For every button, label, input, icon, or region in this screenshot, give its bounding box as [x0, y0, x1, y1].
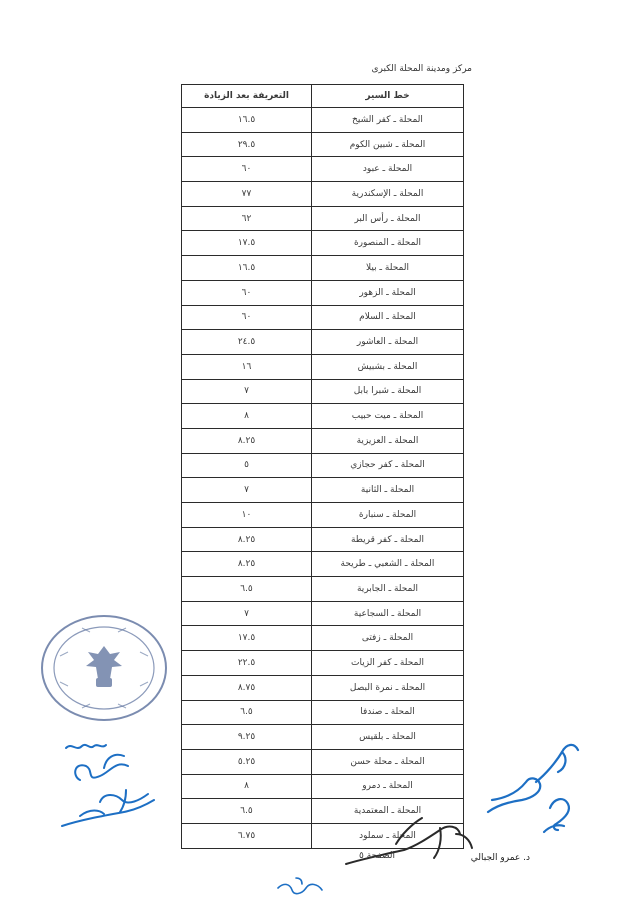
signature-bottom [336, 814, 486, 874]
fares-table [181, 84, 464, 849]
fare-cell: ٦٢ [182, 206, 312, 231]
route-cell: المحلة ـ صندفا [312, 700, 464, 725]
route-cell: المحلة ـ بلقيس [312, 725, 464, 750]
fare-cell: ٦.٧٥ [182, 823, 312, 848]
route-cell: المحلة ـ العاشور [312, 330, 464, 355]
signature-right [478, 738, 590, 840]
fares-table-body [182, 108, 464, 849]
table-row [182, 231, 464, 256]
route-cell: المحلة ـ دمرو [312, 774, 464, 799]
fare-cell: ٧ [182, 379, 312, 404]
table-row [182, 280, 464, 305]
route-cell: المحلة ـ الإسكندرية [312, 182, 464, 207]
route-cell: المحلة ـ الثانية [312, 478, 464, 503]
fare-cell: ٦٠ [182, 280, 312, 305]
table-row [182, 182, 464, 207]
fare-cell: ٩.٢٥ [182, 725, 312, 750]
fare-cell: ١٠ [182, 503, 312, 528]
signer-name: د. عمرو الجبالي [470, 853, 530, 863]
fare-cell: ٥.٢٥ [182, 749, 312, 774]
fare-cell: ٧ [182, 601, 312, 626]
fare-cell: ٨.٢٥ [182, 428, 312, 453]
table-row [182, 725, 464, 750]
fare-cell: ٨ [182, 404, 312, 429]
fare-cell: ٦٠ [182, 305, 312, 330]
route-cell: المحلة ـ بيلا [312, 256, 464, 281]
table-row [182, 700, 464, 725]
route-cell: المحلة ـ كفر الزيات [312, 651, 464, 676]
table-row [182, 428, 464, 453]
route-cell: المحلة ـ الشعبي ـ طريحة [312, 552, 464, 577]
fare-cell: ٢٢.٥ [182, 651, 312, 676]
fare-cell: ١٧.٥ [182, 231, 312, 256]
fare-cell: ٧٧ [182, 182, 312, 207]
table-row [182, 675, 464, 700]
route-cell: المحلة ـ نمرة البصل [312, 675, 464, 700]
table-row [182, 478, 464, 503]
fare-cell: ٦.٥ [182, 700, 312, 725]
route-cell: المحلة ـ زفتى [312, 626, 464, 651]
route-cell: المحلة ـ السلام [312, 305, 464, 330]
table-row [182, 601, 464, 626]
route-cell: المحلة ـ رأس البر [312, 206, 464, 231]
center-title: مركز ومدينة المحلة الكبرى [371, 64, 472, 74]
table-row [182, 379, 464, 404]
table-row [182, 577, 464, 602]
route-cell: المحلة ـ بشبيش [312, 354, 464, 379]
table-row [182, 749, 464, 774]
route-cell: المحلة ـ السجاعية [312, 601, 464, 626]
route-cell: المحلة ـ المعتمدية [312, 799, 464, 824]
table-row [182, 305, 464, 330]
table-row [182, 330, 464, 355]
route-cell: المحلة ـ محلة حسن [312, 749, 464, 774]
fare-cell: ٧ [182, 478, 312, 503]
table-row [182, 503, 464, 528]
table-row [182, 774, 464, 799]
route-cell: المحلة ـ ميت حبيب [312, 404, 464, 429]
fare-cell: ١٦.٥ [182, 108, 312, 133]
table-row [182, 651, 464, 676]
fare-cell: ٦.٥ [182, 577, 312, 602]
official-seal-stamp [38, 612, 170, 724]
fare-cell: ٦.٥ [182, 799, 312, 824]
table-row [182, 354, 464, 379]
fare-cell: ٢٩.٥ [182, 132, 312, 157]
fare-cell: ٨.٢٥ [182, 552, 312, 577]
route-cell: المحلة ـ شبرا بابل [312, 379, 464, 404]
signature-left [40, 728, 170, 840]
route-cell: المحلة ـ كفر قريطة [312, 527, 464, 552]
table-row [182, 157, 464, 182]
route-column-header: خط السير [312, 85, 464, 108]
fare-cell: ٨.٢٥ [182, 527, 312, 552]
table-row [182, 132, 464, 157]
fare-cell: ٨.٧٥ [182, 675, 312, 700]
table-row [182, 527, 464, 552]
route-cell: المحلة ـ الزهور [312, 280, 464, 305]
table-row [182, 206, 464, 231]
table-row [182, 404, 464, 429]
route-cell: المحلة ـ عبود [312, 157, 464, 182]
table-row [182, 626, 464, 651]
fare-cell: ٦٠ [182, 157, 312, 182]
table-header-row [182, 85, 464, 108]
route-cell: المحلة ـ كفر حجازي [312, 453, 464, 478]
table-row [182, 256, 464, 281]
fare-cell: ١٦.٥ [182, 256, 312, 281]
route-cell: المحلة ـ العزيزية [312, 428, 464, 453]
page-number: الصفحة ٥ [359, 851, 395, 861]
fare-cell: ١٦ [182, 354, 312, 379]
fare-cell: ٢٤.٥ [182, 330, 312, 355]
handwritten-note [272, 870, 332, 898]
table-row [182, 552, 464, 577]
fare-cell: ٨ [182, 774, 312, 799]
route-cell: المحلة ـ شبين الكوم [312, 132, 464, 157]
route-cell: المحلة ـ سملود [312, 823, 464, 848]
fare-cell: ٥ [182, 453, 312, 478]
fare-cell: ١٧.٥ [182, 626, 312, 651]
route-cell: المحلة ـ كفر الشيخ [312, 108, 464, 133]
route-cell: المحلة ـ الجابرية [312, 577, 464, 602]
route-cell: المحلة ـ سنبارة [312, 503, 464, 528]
table-row [182, 108, 464, 133]
fare-column-header: التعريفة بعد الزيادة [182, 85, 312, 108]
route-cell: المحلة ـ المنصورة [312, 231, 464, 256]
table-row [182, 453, 464, 478]
